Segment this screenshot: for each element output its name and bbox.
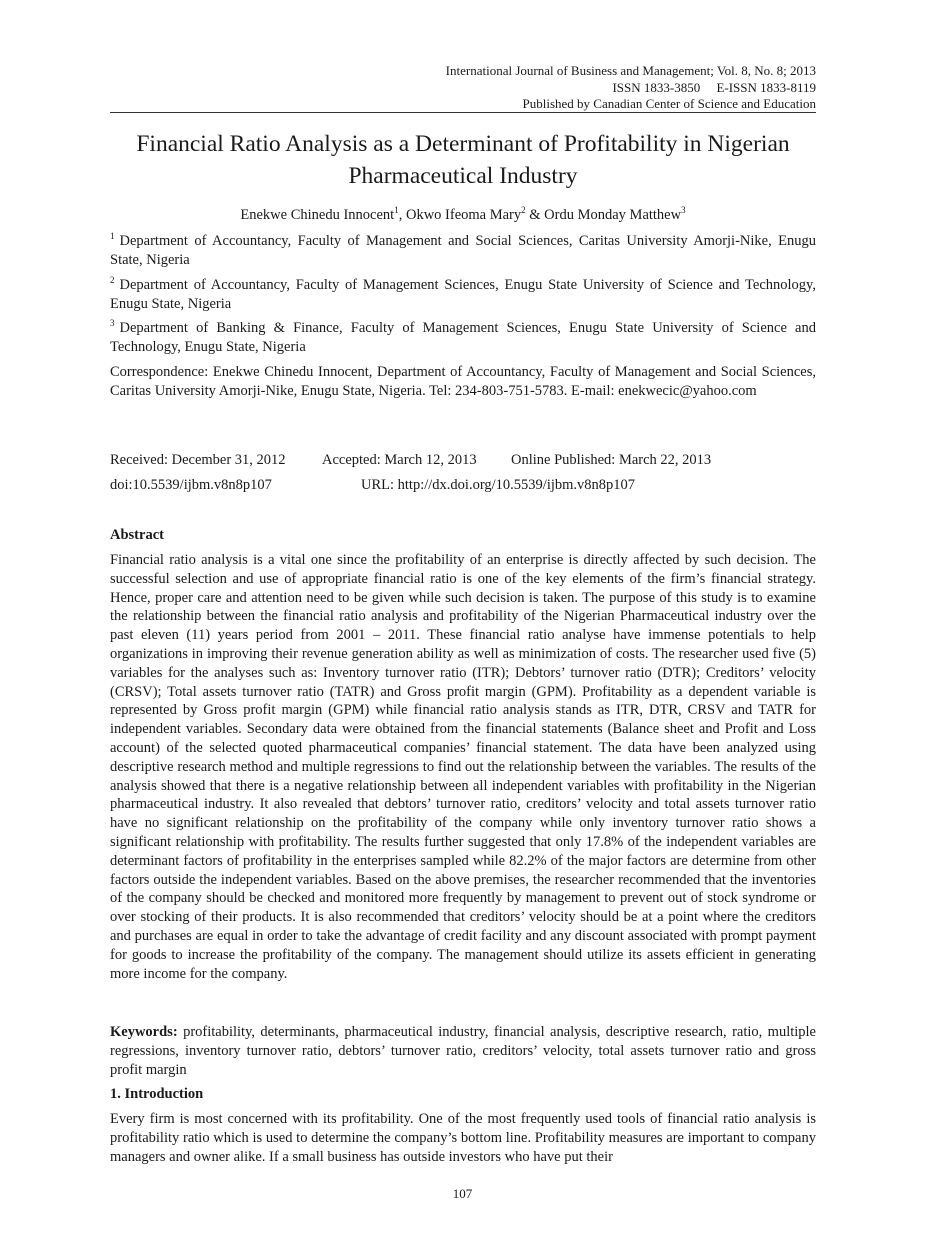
author-1-affil: 1 <box>394 205 399 216</box>
affiliation-2 <box>110 276 816 314</box>
correspondence: Correspondence: Enekwe Chinedu Innocent, Department of Accountancy, Faculty of Management and Social Sciences, Caritas University Amorji-Nike, Enugu State, Nigeria. Tel: 234-803-751-5783. E-mail: enekwecic@yahoo.com <box>110 364 816 399</box>
introduction-heading: 1. Introduction <box>110 1086 204 1102</box>
publisher-line: Published by Canadian Center of Science and Education <box>522 96 816 111</box>
keywords-text: profitability, determinants, pharmaceutical industry, financial analysis, descriptive research, ratio, multiple regressions, inventory turnover ratio, debtors’ turnover ratio, creditors’ velocity, total assets turnover ratio and gross profit margin <box>110 1024 816 1078</box>
header-rule <box>110 112 816 113</box>
journal-header <box>446 63 816 113</box>
affiliation-number: 1 <box>110 231 115 242</box>
received-date: Received: December 31, 2012 <box>110 452 286 468</box>
journal-citation: International Journal of Business and Management; Vol. 8, No. 8; 2013 <box>445 63 816 78</box>
online-date: Online Published: March 22, 2013 <box>511 452 712 468</box>
affiliation-text: Department of Accountancy, Faculty of Management Sciences, Enugu State University of Science and Technology, Enugu State, Nigeria <box>110 277 816 312</box>
abstract-text: Financial ratio analysis is a vital one since the profitability of an enterprise is directly affected by such decision. The successful selection and use of appropriate financial ratio is one of the key elements of the firm’s financial strategy. Hence, proper care and attention need to be given while such decision is taken. The purpose of this study is to examine the relationship between the financial ratio analysis and profitability of the Nigerian Pharmaceutical industry over the past eleven (11) years period from 2001 – 2011. These financial ratio analyse have immense potentials to help organizations in improving their revenue generation ability as well as minimization of costs. The researcher used five (5) variables for the analyses such as: Inventory turnover ratio (ITR); Debtors’ turnover ratio (DTR); Creditors’ velocity (CRSV); Total assets turnover ratio (TATR) and Gross profit margin (GPM). Profitability as a dependent variable is represented by Gross profit margin (GPM) while financial ratio analysis stands as ITR, DTR, CRSV and TATR for independent variables. Secondary data were obtained from the financial statements (Balance sheet and Profit and Loss account) of the selected quoted pharmaceutical companies’ financial statement. The data have been analyzed using descriptive research method and multiple regressions to find out the relationship between the variables. The results of the analysis showed that there is a negative relationship between all independent variables with profitability in the Nigerian pharmaceutical industry. It also revealed that debtors’ turnover ratio, creditors’ velocity and total assets turnover ratio have no significant relationship on the profitability of the company while only inventory turnover ratio shows a significant relationship with profitability. The results further suggested that only 17.8% of the independent variables are determinant factors of profitability in the enterprises sampled while 82.2% of the major factors are determine from other factors outside the independent variables. Based on the above premises, the researcher recommended that the inventories of the company should be checked and monitored more frequently by management to prevent out of stock syndrome or over stocking of their products. It is also recommended that creditors’ velocity should be at a point where the creditors and purchases are equal in order to take the advantage of credit facility and any discount associated with prompt payment for goods to increase the profitability of the company. The management should utilize its assets efficient in generating more income for the company. <box>110 552 816 982</box>
author-2: Okwo Ifeoma Mary <box>405 207 522 223</box>
issn-line: ISSN 1833-3850 E-ISSN 1833-8119 <box>612 79 816 95</box>
author-list <box>110 205 816 225</box>
author-3: Ordu Monday Matthew <box>544 207 682 223</box>
introduction-text: Every firm is most concerned with its profitability. One of the most frequently used tools of financial ratio analysis is profitability ratio which is used to determine the company’s bottom line. Profitability measures are important to company managers and owner alike. If a small business has outside investors who have put their <box>110 1111 816 1165</box>
url[interactable]: URL: http://dx.doi.org/10.5539/ijbm.v8n8p107 <box>361 477 636 493</box>
affiliation-3 <box>110 319 816 357</box>
affiliation-text: Department of Accountancy, Faculty of Management and Social Sciences, Caritas University Amorji-Nike, Enugu State, Nigeria <box>110 233 816 268</box>
author-separator: , <box>398 207 406 223</box>
author-separator: & <box>525 207 545 223</box>
page-number: 107 <box>452 1186 473 1201</box>
keywords-label: Keywords: <box>110 1024 178 1040</box>
paper-title: Financial Ratio Analysis as a Determinant of Profitability in Nigerian Pharmaceutical Industry <box>136 131 790 189</box>
affiliation-text: Department of Banking & Finance, Faculty of Management Sciences, Enugu State University of Science and Technology, Enugu State, Nigeria <box>110 320 816 355</box>
author-1: Enekwe Chinedu Innocent <box>240 207 395 223</box>
affiliation-number: 3 <box>110 318 115 329</box>
author-3-affil: 3 <box>681 205 686 216</box>
keywords <box>110 1023 816 1079</box>
affiliation-number: 2 <box>110 275 115 286</box>
accepted-date: Accepted: March 12, 2013 <box>322 452 477 468</box>
affiliation-1 <box>110 232 816 270</box>
doi[interactable]: doi:10.5539/ijbm.v8n8p107 <box>110 477 272 493</box>
abstract-heading: Abstract <box>110 527 164 543</box>
author-2-affil: 2 <box>521 205 526 216</box>
